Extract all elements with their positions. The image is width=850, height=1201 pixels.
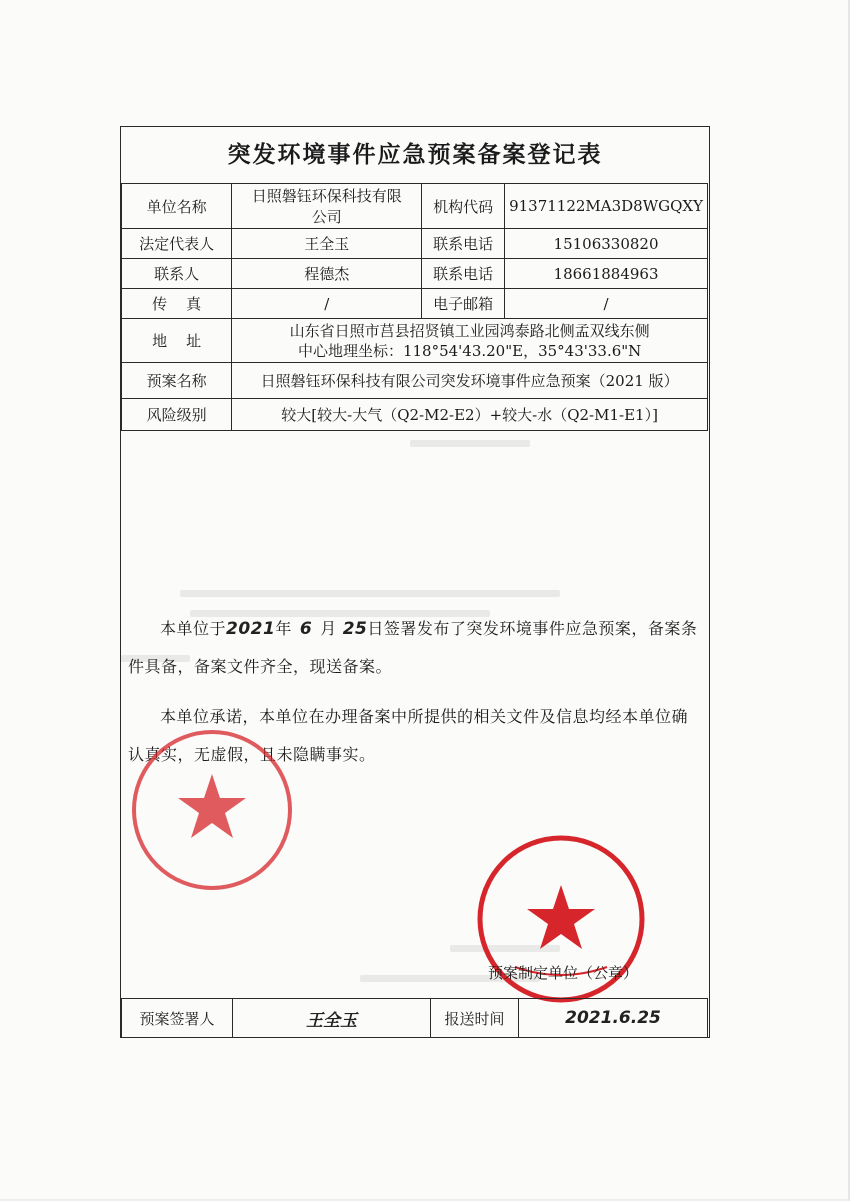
row-fax (122, 289, 708, 319)
form-title: 突发环境事件应急预案备案登记表 (227, 142, 603, 168)
unit-name-label: 单位名称 (122, 184, 232, 229)
email-value: / (505, 289, 708, 319)
contact-value: 程德杰 (232, 259, 422, 289)
unit-name-line2: 公司 (311, 208, 342, 226)
legal-rep-label: 法定代表人 (122, 229, 232, 259)
phone-label-1: 联系电话 (422, 229, 505, 259)
submit-date-label: 报送时间 (431, 999, 519, 1038)
plan-maker-seal-label: 预案制定单位（公章） (488, 964, 639, 982)
address-value (232, 319, 708, 363)
day-unit: 日 (367, 619, 384, 638)
registration-table (121, 183, 708, 431)
government-seal-icon (128, 726, 296, 894)
row-risk-level (122, 399, 708, 431)
handwritten-month: 6 (299, 619, 313, 639)
fax-value: / (232, 289, 422, 319)
signer-signature: 王全玉 (233, 999, 431, 1038)
row-address (122, 319, 708, 363)
plan-name-label: 预案名称 (122, 363, 232, 399)
address-line2: 中心地理坐标：118°54'43.20"E，35°43'33.6"N (297, 341, 642, 360)
phone-value-2: 18661884963 (505, 259, 708, 289)
row-legal-rep (122, 229, 708, 259)
footer-row (122, 999, 708, 1038)
row-contact (122, 259, 708, 289)
phone-label-2: 联系电话 (422, 259, 505, 289)
signer-label: 预案签署人 (122, 999, 233, 1038)
commitment-statement: 本单位承诺，本单位在办理备案中所提供的相关文件及信息均经本单位确认真实，无虚假，且未隐瞒事实。 (128, 707, 689, 764)
contact-label: 联系人 (122, 259, 232, 289)
email-label: 电子邮箱 (422, 289, 505, 319)
risk-level-label: 风险级别 (122, 399, 232, 431)
org-code-value: 91371122MA3D8WGQXY (505, 184, 708, 229)
submit-date-value: 2021.6.25 (519, 999, 708, 1038)
filing-statement (128, 610, 702, 686)
address-label: 地 址 (122, 319, 232, 363)
risk-level-value: 较大[较大-大气（Q2-M2-E2）+较大-水（Q2-M1-E1）] (232, 399, 708, 431)
month-unit: 月 (320, 619, 337, 638)
fax-label: 传 真 (122, 289, 232, 319)
phone-value-1: 15106330820 (505, 229, 708, 259)
handwritten-day: 25 (342, 619, 368, 639)
unit-name-line1: 日照磐钰环保科技有限 (251, 187, 402, 205)
statement-rest: 签署发布了突发环境事件应急预案，备案条件具备，备案文件齐全，现送备案。 (128, 619, 698, 676)
row-unit-name (122, 184, 708, 229)
footer-table (121, 998, 708, 1038)
unit-name-value (232, 184, 422, 229)
row-plan-name (122, 363, 708, 399)
handwritten-year: 2021 (226, 619, 276, 639)
legal-rep-value: 王全玉 (232, 229, 422, 259)
plan-name-value: 日照磐钰环保科技有限公司突发环境事件应急预案（2021 版） (232, 363, 708, 399)
org-code-label: 机构代码 (422, 184, 505, 229)
year-unit: 年 (275, 619, 292, 638)
statement-prefix: 本单位于 (160, 619, 227, 638)
address-line1: 山东省日照市莒县招贤镇工业园鸿泰路北侧孟双线东侧 (289, 321, 650, 340)
